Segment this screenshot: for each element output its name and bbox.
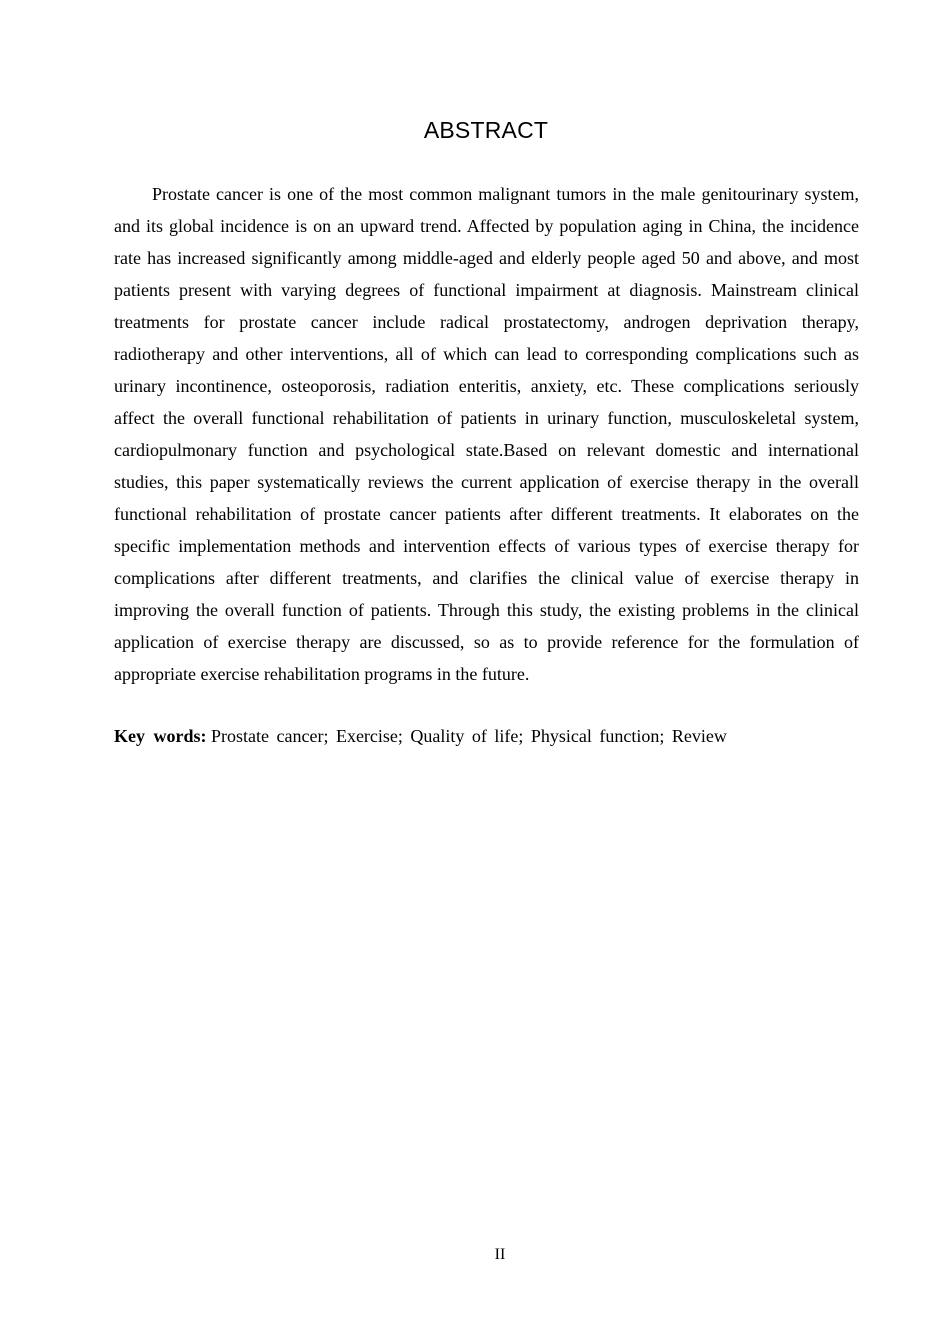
keywords-label: Key words:: [114, 726, 207, 746]
page-number: II: [494, 1246, 506, 1263]
abstract-paragraph: Prostate cancer is one of the most common malignant tumors in the male genitourinary system, and its global incidence is on an upward trend. Affected by population aging in China, the incidence rate has increased significantly among middle-aged and elderly people aged 50 and above, and most patients present with varying degrees of functional impairment at diagnosis. Mainstream clinical treatments for prostate cancer include radical prostatectomy, androgen deprivation therapy, radiotherapy and other interventions, all of which can lead to corresponding complications such as urinary incontinence, osteoporosis, radiation enteritis, anxiety, etc. These complications seriously affect the overall functional rehabilitation of patients in urinary function, musculoskeletal system, cardiopulmonary function and psychological state.Based on relevant domestic and international studies, this paper systematically reviews the current application of exercise therapy in the overall functional rehabilitation of prostate cancer patients after different treatments. It elaborates on the specific implementation methods and intervention effects of various types of exercise therapy for complications after different treatments, and clarifies the clinical value of exercise therapy in improving the overall function of patients. Through this study, the existing problems in the clinical application of exercise therapy are discussed, so as to provide reference for the formulation of appropriate exercise rehabilitation programs in the future.: [114, 184, 859, 684]
abstract-title: ABSTRACT: [423, 117, 549, 143]
keywords-list: Prostate cancer; Exercise; Quality of life; Physical function; Review: [211, 726, 727, 746]
keywords-line: [114, 720, 874, 752]
